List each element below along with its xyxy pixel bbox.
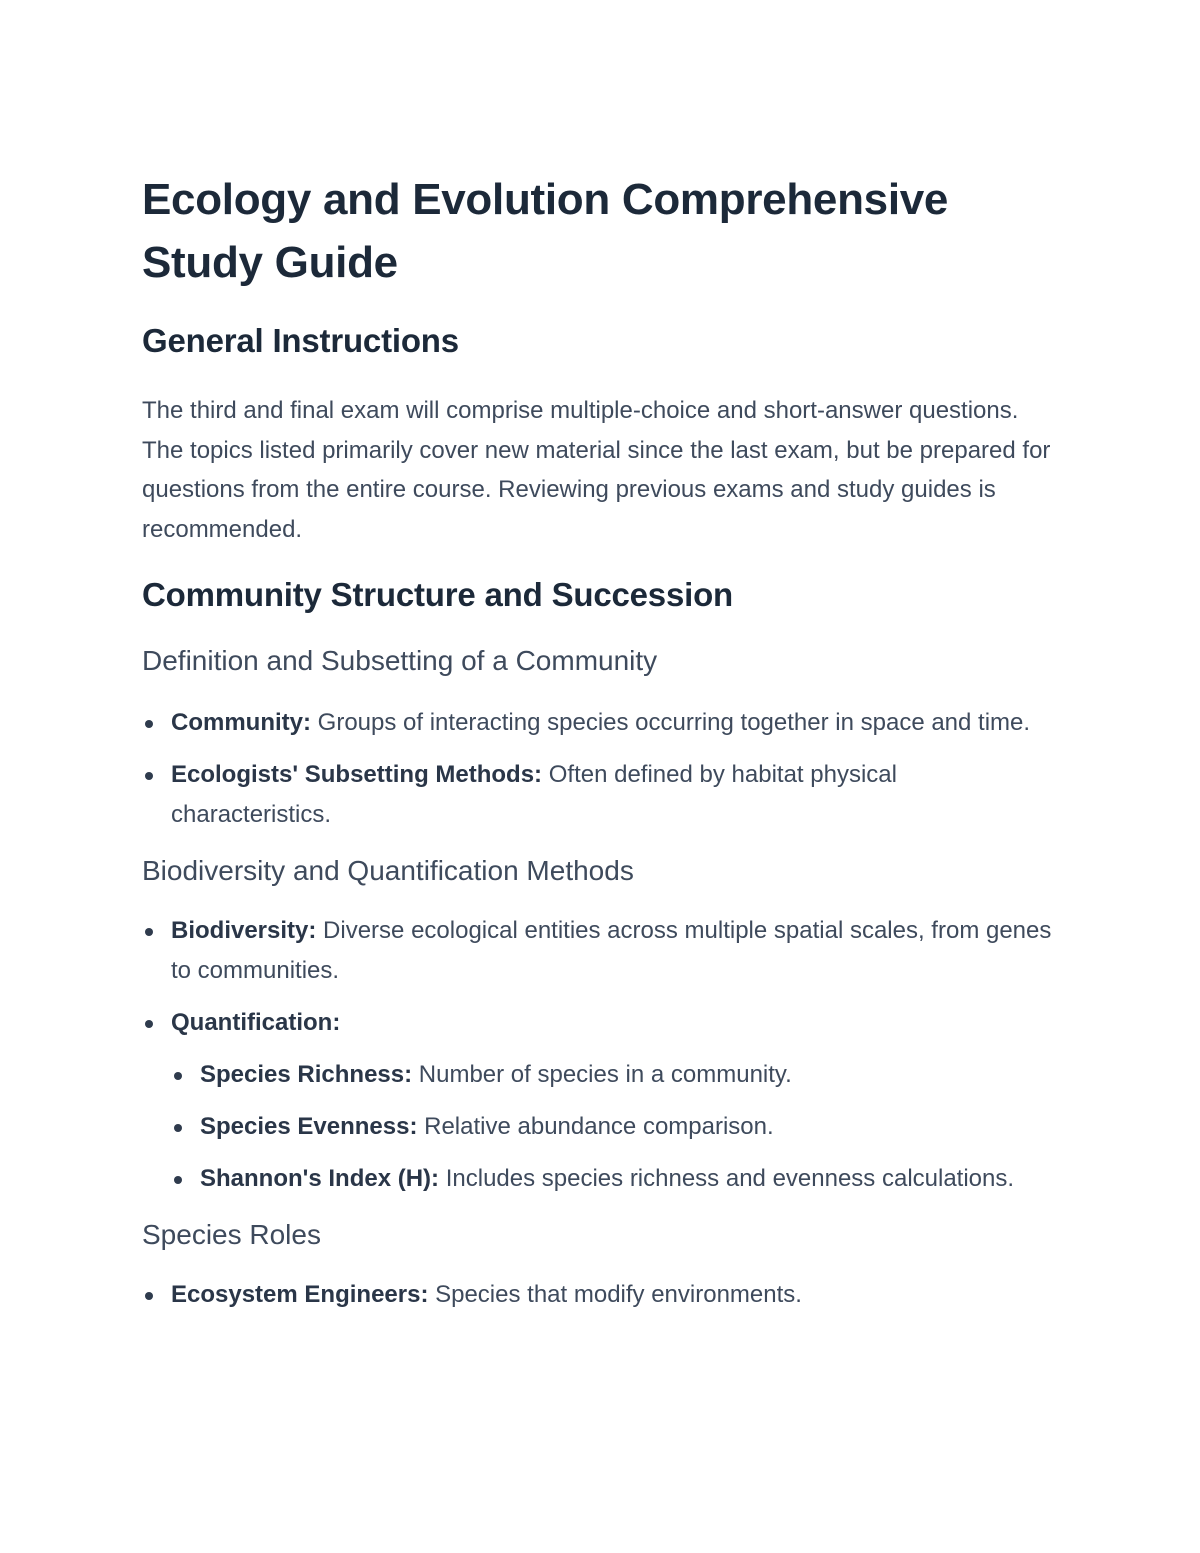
term-label: Species Richness: [200, 1061, 413, 1088]
term-description: Diverse ecological entities across multiple spatial scales, from genes to communities. [171, 917, 1052, 984]
list-item [142, 1275, 1062, 1315]
section-heading-community-structure: Community Structure and Succession [142, 576, 733, 613]
list-item [142, 911, 1062, 991]
term-label: Community: [171, 709, 311, 736]
quantification-sublist [171, 1055, 1062, 1199]
document-title: Ecology and Evolution Comprehensive Study Guide [142, 175, 949, 287]
biodiversity-list [142, 911, 1062, 1199]
term-label: Species Evenness: [200, 1113, 418, 1140]
list-item [171, 1159, 1062, 1199]
document-page [142, 168, 1062, 1315]
list-item [142, 703, 1062, 743]
term-label: Ecologists' Subsetting Methods: [171, 761, 543, 788]
list-item [171, 1107, 1062, 1147]
term-label: Ecosystem Engineers: [171, 1281, 429, 1308]
term-label: Shannon's Index (H): [200, 1165, 440, 1192]
general-instructions-text: The third and final exam will comprise multiple-choice and short-answer questions. The topics listed primarily cover new material since the last exam, but be prepared for questions from the entire course. Reviewing previous exams and study guides is recommended. [142, 397, 1051, 543]
term-label: Quantification: [171, 1009, 341, 1036]
list-item [142, 755, 1062, 835]
subheading-species-roles: Species Roles [142, 1219, 321, 1250]
term-description: Often defined by habitat physical characteristics. [171, 761, 897, 828]
term-description: Groups of interacting species occurring together in space and time. [311, 709, 1031, 736]
subheading-definition: Definition and Subsetting of a Community [142, 645, 658, 676]
term-description: Relative abundance comparison. [417, 1113, 774, 1140]
list-item [171, 1055, 1062, 1095]
term-description: Number of species in a community. [412, 1061, 792, 1088]
list-item [142, 1003, 1062, 1199]
term-label: Biodiversity: [171, 917, 317, 944]
term-description: Includes species richness and evenness calculations. [439, 1165, 1015, 1192]
section-heading-general-instructions: General Instructions [142, 322, 459, 359]
subheading-biodiversity: Biodiversity and Quantification Methods [142, 855, 634, 886]
species-roles-list [142, 1275, 1062, 1315]
term-description: Species that modify environments. [428, 1281, 802, 1308]
definition-list [142, 703, 1062, 835]
